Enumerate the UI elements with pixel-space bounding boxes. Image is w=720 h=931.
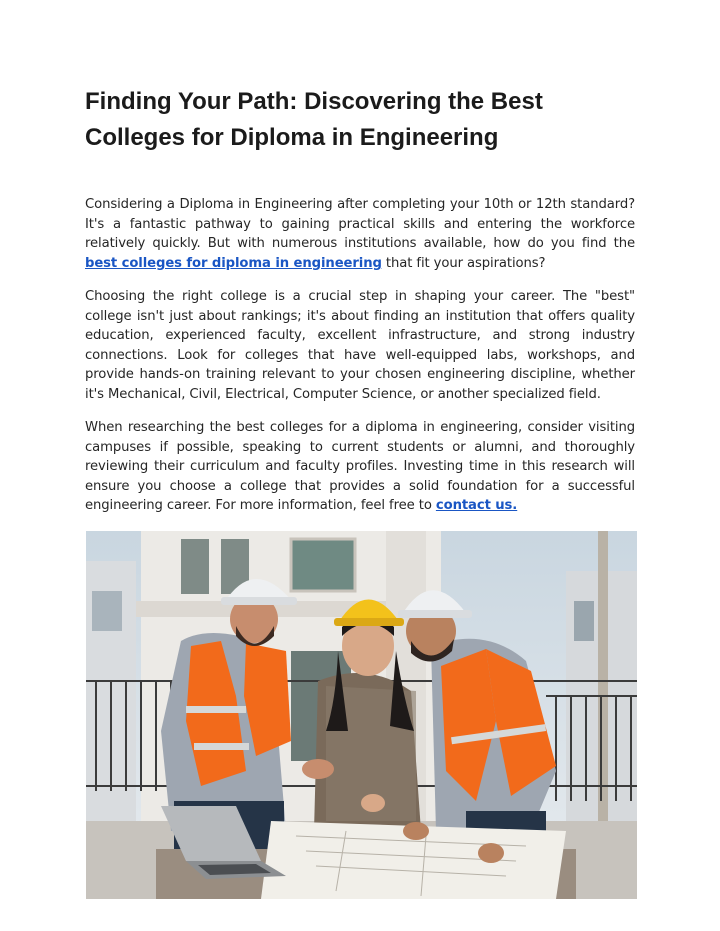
engineers-photo	[86, 531, 637, 899]
intro-paragraph	[85, 195, 635, 273]
research-paragraph	[85, 418, 635, 516]
best-colleges-link[interactable]: best colleges for diploma in engineering	[85, 255, 382, 271]
intro-text: Considering a Diploma in Engineering after completing your 10th or 12th standard? It's a fantastic pathway to gaining practical skills and entering the workforce relatively quickly. But with numerous institutions available, how do you find the	[85, 197, 635, 252]
engineers-illustration	[86, 531, 637, 899]
page-title: Finding Your Path: Discovering the Best Colleges for Diploma in Engineering	[85, 88, 543, 151]
research-text: When researching the best colleges for a diploma in engineering, consider visiting campuses if possible, speaking to current students or alumni, and thoroughly reviewing their curriculum and faculty profiles. Investing time in this research will ensure you choose a college that provides a solid foundation for a successful engineering career. For more information, feel free to	[85, 420, 635, 514]
intro-text-end: that fit your aspirations?	[381, 255, 546, 271]
contact-us-link[interactable]: contact us.	[435, 498, 518, 514]
choosing-paragraph: Choosing the right college is a crucial step in shaping your career. The "best" college isn't just about rankings; it's about finding an institution that offers quality education, experienced faculty, excellent infrastructure, and strong industry connections. Look for colleges that have well-equipped labs, workshops, and provide hands-on training relevant to your chosen engineering discipline, whether it's Mechanical, Civil, Electrical, Computer Science, or another specialized field.	[85, 289, 635, 402]
